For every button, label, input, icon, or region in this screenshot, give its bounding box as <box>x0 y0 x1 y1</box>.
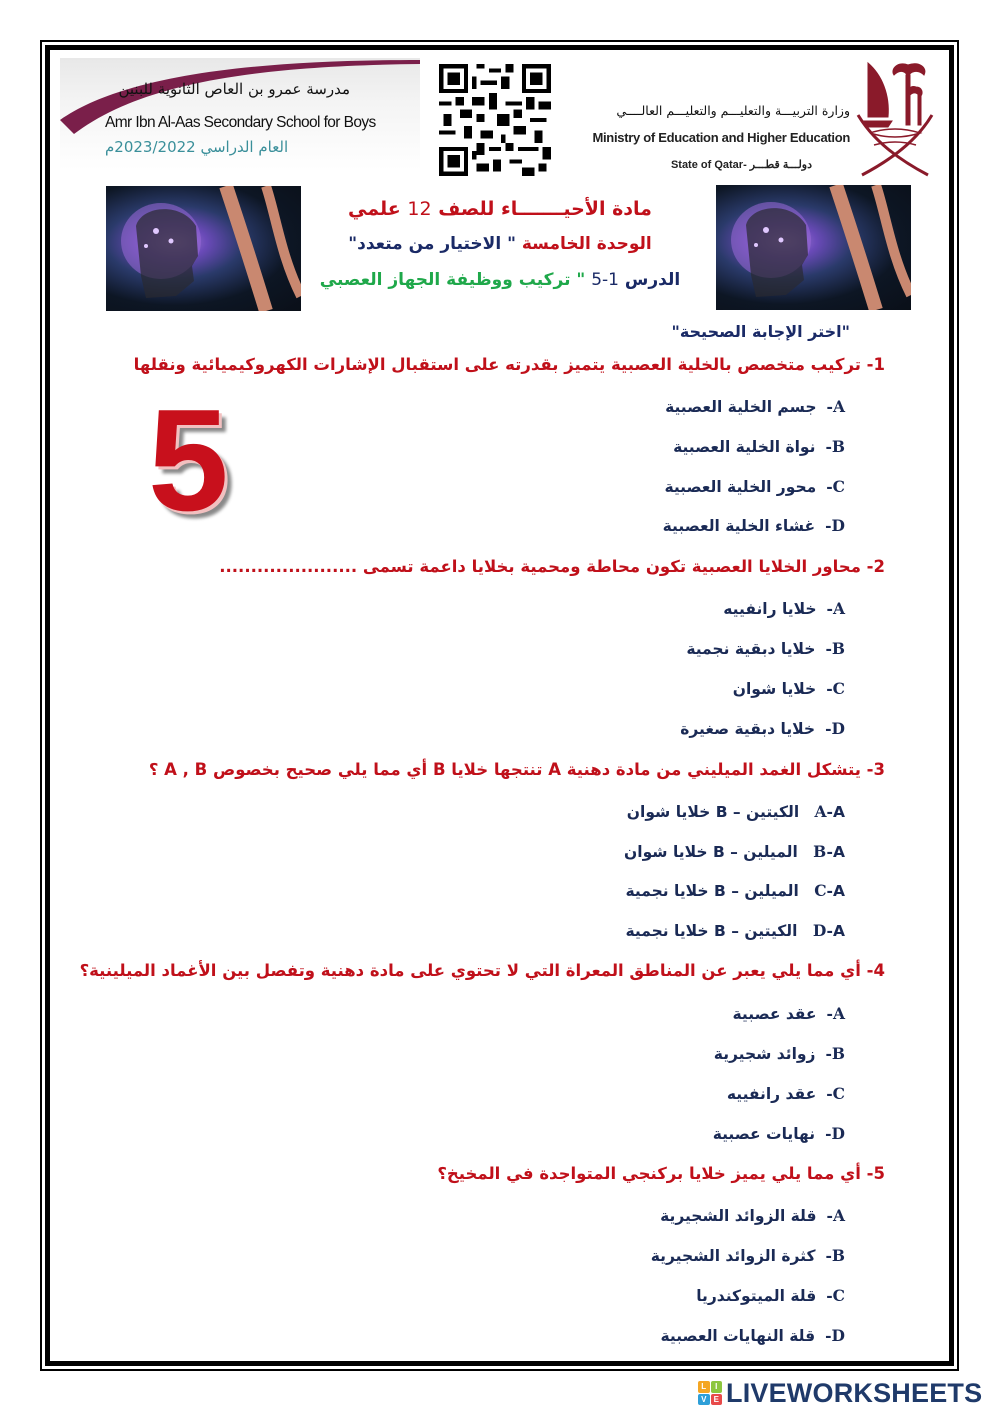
lesson-title <box>300 270 700 290</box>
option-text: A الميلين – B خلايا شوان <box>624 843 845 861</box>
option-letter: D- <box>825 719 845 738</box>
option-letter: D- <box>812 921 833 940</box>
lesson-number: 1-5 <box>591 270 619 290</box>
question-5-option-d[interactable] <box>661 1326 846 1345</box>
question-4-option-a[interactable] <box>733 1004 845 1023</box>
academic-year: العام الدراسي 2023/2022م <box>105 138 289 156</box>
option-letter: A- <box>814 802 833 821</box>
option-letter: B- <box>825 1246 845 1265</box>
subject-label: مادة الأحيـــــــاء للصف <box>438 198 652 220</box>
liveworksheets-logo-icon <box>698 1381 722 1405</box>
lesson-label: الدرس <box>624 270 681 290</box>
question-1-option-b[interactable] <box>673 437 845 456</box>
qr-code-icon <box>420 60 570 180</box>
question-4-option-b[interactable] <box>714 1044 845 1063</box>
option-letter: A- <box>826 1004 845 1023</box>
option-text: خلايا شوان <box>732 680 817 698</box>
logo-letter: I <box>711 1381 723 1393</box>
unit-label: الوحدة الخامسة <box>521 234 652 254</box>
question-5: 5- أي مما يلي يميز خلايا بركنجي المتواجدة في المخيخ؟ <box>437 1164 885 1183</box>
question-5-option-c[interactable] <box>696 1286 845 1305</box>
brain-neuron-image-left <box>106 186 301 311</box>
worksheet-titles <box>300 198 700 290</box>
option-letter: C- <box>814 881 833 900</box>
option-text: قلة النهايات العصبية <box>660 1327 816 1345</box>
option-letter: A- <box>826 397 845 416</box>
question-1: 1- تركيب متخصص بالخلية العصبية يتميز بقدرته على استقبال الإشارات الكهروكيميائية ونقلها <box>133 355 885 374</box>
option-text: غشاء الخلية العصبية <box>662 517 816 535</box>
option-text: قلة الميتوكندريا <box>696 1287 817 1305</box>
option-text: عقد عصبية <box>732 1005 817 1023</box>
option-letter: B- <box>825 639 845 658</box>
question-2-option-d[interactable] <box>680 719 845 738</box>
option-text: زوائد شجيرية <box>713 1045 816 1063</box>
question-2-option-a[interactable] <box>723 599 845 618</box>
question-3-option-d[interactable] <box>626 921 846 940</box>
question-1-option-c[interactable] <box>664 477 845 496</box>
option-letter: C- <box>826 1286 845 1305</box>
option-text: قلة الزوائد الشجيرية <box>660 1207 817 1225</box>
option-letter: D- <box>825 1124 845 1143</box>
question-4: 4- أي مما يلي يعبر عن المناطق المعراة التي لا تحتوي على مادة دهنية وتفصل بين الأغماد الميلينية؟ <box>79 961 885 980</box>
option-text: A الميلين – B خلايا نجمية <box>625 882 845 900</box>
liveworksheets-wordmark: LIVEWORKSHEETS <box>726 1377 983 1408</box>
grade-track: علمي <box>348 198 401 220</box>
option-text: جسم الخلية العصبية <box>665 398 817 416</box>
question-3-option-a[interactable] <box>627 802 845 821</box>
question-2-option-b[interactable] <box>686 639 845 658</box>
brain-illustration-icon <box>106 186 301 311</box>
school-header <box>60 58 420 170</box>
question-4-option-c[interactable] <box>727 1084 845 1103</box>
option-text: عقد رانفييه <box>726 1085 817 1103</box>
question-1-option-d[interactable] <box>663 516 845 535</box>
option-letter: A- <box>826 599 845 618</box>
logo-letter: E <box>711 1394 723 1406</box>
worksheet-number: 5 <box>148 379 229 541</box>
state-label: State of Qatar- دولـــة قطـــر <box>670 159 812 171</box>
question-3-option-b[interactable] <box>624 842 845 861</box>
subject-title <box>300 198 700 234</box>
instruction-heading: "اختر الإجابة الصحيحة" <box>671 322 850 341</box>
option-text: A الكيتين – B خلايا نجمية <box>625 922 845 940</box>
option-letter: C- <box>826 477 845 496</box>
option-text: A الكيتين – B خلايا شوان <box>626 803 845 821</box>
option-letter: C- <box>826 679 845 698</box>
option-text: محور الخلية العصبية <box>664 478 817 496</box>
option-text: خلايا دبقية نجمية <box>686 640 816 658</box>
option-letter: D- <box>825 1326 845 1345</box>
unit-type: " الاختيار من متعدد" <box>348 234 516 254</box>
logo-letter: L <box>698 1381 710 1393</box>
grade-number: 12 <box>407 198 432 220</box>
lesson-name: " تركيب ووظيفة الجهاز العصبي <box>319 270 586 290</box>
question-1-option-a[interactable] <box>665 397 845 416</box>
question-5-option-b[interactable] <box>651 1246 845 1265</box>
option-letter: B- <box>825 1044 845 1063</box>
liveworksheets-brand[interactable] <box>698 1379 982 1407</box>
question-2: 2- محاور الخلايا العصبية تكون محاطة ومحمية بخلايا داعمة تسمى ...................... <box>219 557 885 576</box>
option-text: خلايا رانفييه <box>723 600 817 618</box>
option-text: نواة الخلية العصبية <box>673 438 816 456</box>
brain-illustration-icon <box>716 185 911 310</box>
question-3-option-c[interactable] <box>626 881 846 900</box>
ministry-name-english: Ministry of Education and Higher Education <box>592 130 850 145</box>
option-letter: B- <box>813 842 833 861</box>
ministry-name-arabic: وزارة التربيـــة والتعليـــم والتعليـــم العالــــي <box>616 103 850 118</box>
option-text: نهايات عصبية <box>712 1125 816 1143</box>
ministry-header <box>592 55 940 180</box>
question-5-option-a[interactable] <box>660 1206 845 1225</box>
option-letter: B- <box>825 437 845 456</box>
question-4-option-d[interactable] <box>713 1124 845 1143</box>
option-letter: D- <box>825 516 845 535</box>
school-name-english: Amr Ibn Al-Aas Secondary School for Boys <box>105 114 376 131</box>
question-2-option-c[interactable] <box>733 679 845 698</box>
logo-letter: V <box>698 1394 710 1406</box>
question-3: 3- يتشكل الغمد الميليني من مادة دهنية A تنتجها خلايا B أي مما يلي صحيح بخصوص A , B ؟ <box>148 760 885 779</box>
option-text: كثرة الزوائد الشجيرية <box>650 1247 816 1265</box>
qatar-emblem-icon <box>850 55 940 180</box>
unit-title <box>300 234 700 270</box>
option-letter: A- <box>826 1206 845 1225</box>
option-letter: C- <box>826 1084 845 1103</box>
option-text: خلايا دبقية صغيرة <box>680 720 816 738</box>
brain-neuron-image-right <box>716 185 911 310</box>
school-name-arabic: مدرسة عمرو بن العاص الثانوية للبنين <box>118 80 350 98</box>
